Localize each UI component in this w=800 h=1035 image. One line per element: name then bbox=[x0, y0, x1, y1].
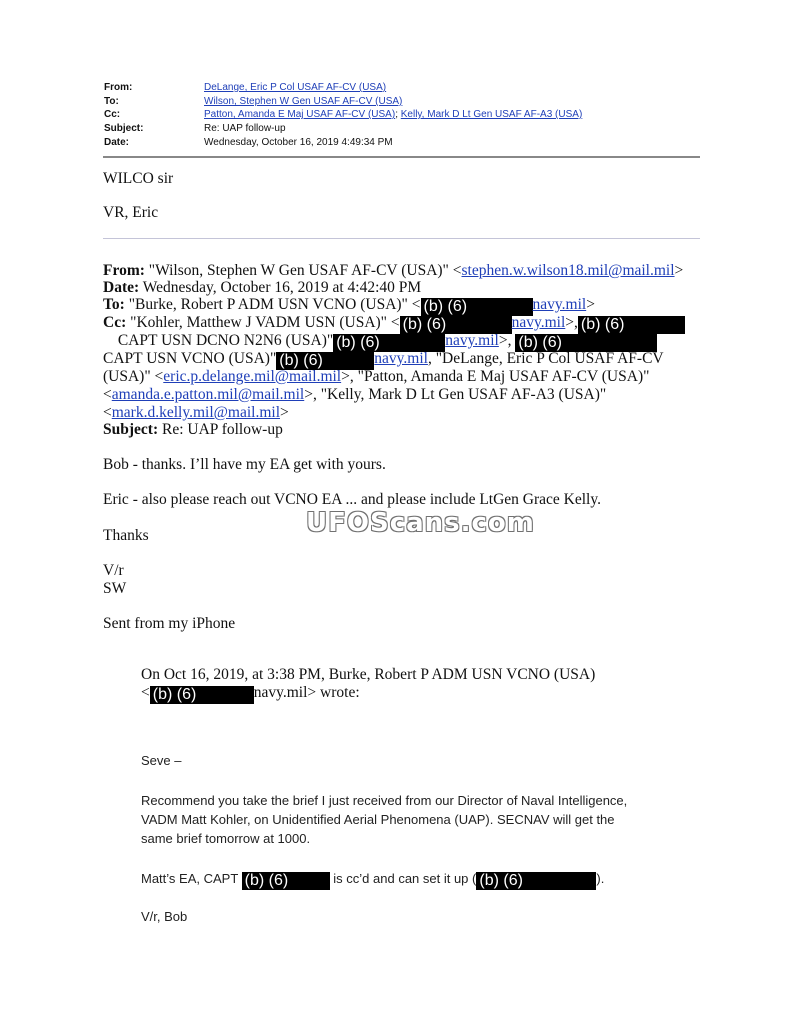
fwd-cc-line: Cc: "Kohler, Matthew J VADM USN (USA)" < (b) (6) navy.mil>, (b) (6) bbox=[103, 314, 685, 334]
fwd-cc-line-3: CAPT USN VCNO (USA)" (b) (6) navy.mil, "DeLange, Eric P Col USAF AF-CV bbox=[103, 350, 664, 369]
header-cc-row bbox=[204, 109, 582, 120]
reply-line-1: WILCO sir bbox=[103, 170, 174, 187]
quoted-intro-line-1: On Oct 16, 2019, at 3:38 PM, Burke, Robert P ADM USN VCNO (USA) bbox=[141, 666, 596, 683]
redaction-box: (b) (6) bbox=[400, 316, 512, 334]
fwd-sent-from: Sent from my iPhone bbox=[103, 615, 236, 632]
quoted-para1-line-3: same brief tomorrow at 1000. bbox=[141, 831, 311, 846]
header-from-label: From: bbox=[104, 82, 133, 93]
header-divider bbox=[103, 156, 700, 158]
fwd-to-line: To: "Burke, Robert P ADM USN VCNO (USA)" < (b) (6) navy.mil> bbox=[103, 296, 595, 315]
fwd-signature-1: V/r bbox=[103, 562, 124, 579]
header-to-link[interactable]: Wilson, Stephen W Gen USAF AF-CV (USA) bbox=[204, 96, 403, 107]
fwd-cc-line-5: <amanda.e.patton.mil@mail.mil>, "Kelly, Mark D Lt Gen USAF AF-A3 (USA)" bbox=[103, 386, 607, 403]
fwd-cc-vcno-email-link[interactable]: navy.mil bbox=[374, 350, 428, 367]
fwd-body-line-2: Eric - also please reach out VCNO EA ... and please include LtGen Grace Kelly. bbox=[103, 491, 601, 508]
header-from-link[interactable]: DeLange, Eric P Col USAF AF-CV (USA) bbox=[204, 82, 387, 93]
redaction-box: (b) (6) bbox=[276, 352, 374, 370]
redaction-box: (b) (6) bbox=[333, 334, 445, 352]
reply-divider bbox=[103, 238, 700, 239]
fwd-cc-line-4: (USA)" <eric.p.delange.mil@mail.mil>, "Patton, Amanda E Maj USAF AF-CV (USA)" bbox=[103, 368, 650, 385]
quoted-para1-line-1: Recommend you take the brief I just received from our Director of Naval Intelligence, bbox=[141, 793, 628, 808]
header-cc-label: Cc: bbox=[104, 109, 121, 120]
redaction-box: (b) (6) bbox=[476, 872, 596, 890]
header-subject-value: Re: UAP follow-up bbox=[204, 123, 286, 134]
header-cc-link-kelly[interactable]: Kelly, Mark D Lt Gen USAF AF-A3 (USA) bbox=[400, 109, 583, 120]
fwd-body-thanks: Thanks bbox=[103, 527, 149, 544]
quoted-greeting: Seve – bbox=[141, 753, 182, 768]
fwd-cc-kohler-email-link[interactable]: navy.mil bbox=[511, 314, 566, 331]
fwd-cc-line-6: <mark.d.kelly.mil@mail.mil> bbox=[103, 404, 289, 421]
fwd-cc-delange-email-link[interactable]: eric.p.delange.mil@mail.mil bbox=[163, 368, 342, 385]
header-subject-label: Subject: bbox=[104, 123, 144, 134]
fwd-date-line: Date: Wednesday, October 16, 2019 at 4:42:40 PM bbox=[103, 279, 422, 296]
header-to-label: To: bbox=[104, 96, 119, 107]
header-date-label: Date: bbox=[104, 137, 130, 148]
redaction-box: (b) (6) bbox=[578, 316, 685, 334]
quoted-signoff: V/r, Bob bbox=[141, 909, 188, 924]
header-cc-link-patton[interactable]: Patton, Amanda E Maj USAF AF-CV (USA) bbox=[204, 109, 396, 120]
fwd-to-email-link[interactable]: navy.mil bbox=[532, 296, 587, 313]
fwd-signature-2: SW bbox=[103, 580, 127, 597]
quoted-intro-line-2: < (b) (6) navy.mil> wrote: bbox=[141, 684, 360, 703]
fwd-cc-kelly-email-link[interactable]: mark.d.kelly.mil@mail.mil bbox=[111, 404, 280, 421]
quoted-para1-line-2: VADM Matt Kohler, on Unidentified Aerial Phenomena (UAP). SECNAV will get the bbox=[141, 812, 615, 827]
redaction-box: (b) (6) bbox=[515, 334, 657, 352]
header-cc-separator: ; bbox=[395, 109, 398, 120]
redaction-box: (b) (6) bbox=[150, 686, 254, 704]
redaction-box: (b) (6) bbox=[242, 872, 330, 890]
reply-line-2: VR, Eric bbox=[103, 204, 159, 221]
quoted-para2: Matt’s EA, CAPT (b) (6) is cc’d and can set it up ( (b) (6) ). bbox=[141, 871, 605, 889]
fwd-cc-line-2: CAPT USN DCNO N2N6 (USA)" (b) (6) navy.mil>, (b) (6) bbox=[103, 332, 657, 352]
fwd-subject-line: Subject: Re: UAP follow-up bbox=[103, 421, 283, 438]
header-date-value: Wednesday, October 16, 2019 4:49:34 PM bbox=[204, 137, 393, 148]
redaction-box: (b) (6) bbox=[421, 298, 533, 316]
fwd-cc-patton-email-link[interactable]: amanda.e.patton.mil@mail.mil bbox=[111, 386, 305, 403]
fwd-cc-dcno-email-link[interactable]: navy.mil bbox=[445, 332, 499, 349]
fwd-from-email-link[interactable]: stephen.w.wilson18.mil@mail.mil bbox=[461, 262, 675, 279]
fwd-body-line-1: Bob - thanks. I’ll have my EA get with yours. bbox=[103, 456, 386, 473]
fwd-from-line: From: "Wilson, Stephen W Gen USAF AF-CV (USA)" <stephen.w.wilson18.mil@mail.mil> bbox=[103, 262, 684, 279]
watermark: UFOScans.com bbox=[306, 508, 535, 538]
